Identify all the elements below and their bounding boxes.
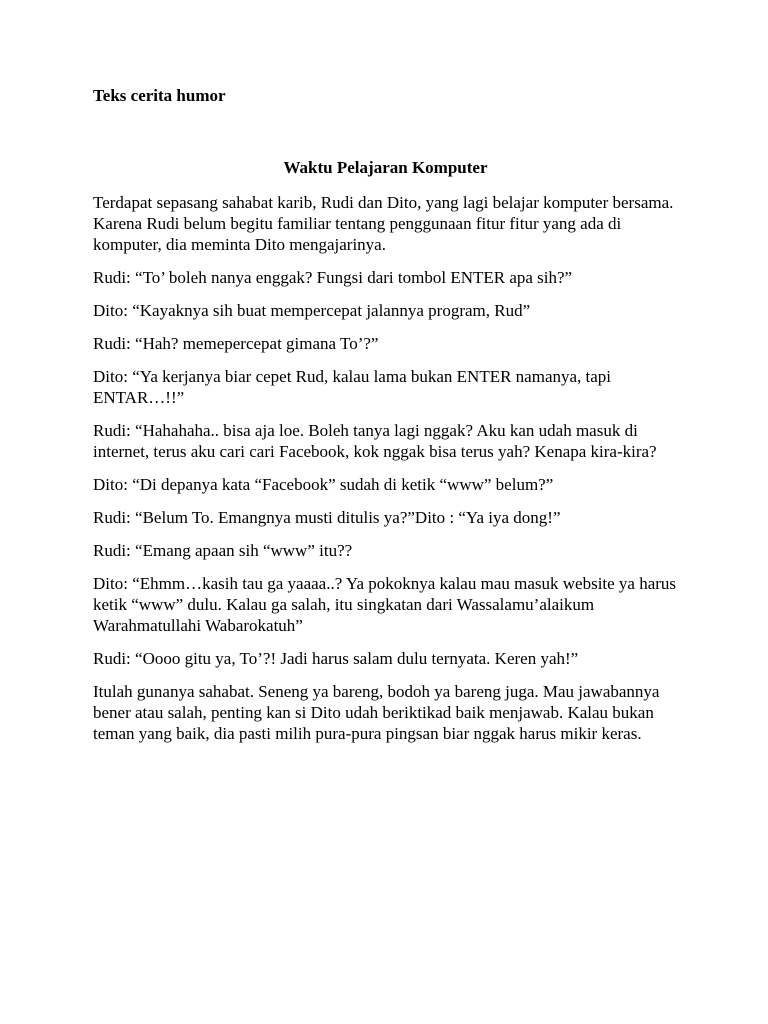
dialogue-line: Rudi: “Hahahaha.. bisa aja loe. Boleh tanya lagi nggak? Aku kan udah masuk di internet, terus aku cari cari Facebook, kok nggak bisa terus yah? Kenapa kira-kira? [93,421,657,461]
story-title: Waktu Pelajaran Komputer [283,158,488,177]
dialogue-line: Rudi: “Belum To. Emangnya musti ditulis ya?”Dito : “Ya iya dong!” [93,508,561,527]
dialogue-line: Dito: “Ya kerjanya biar cepet Rud, kalau lama bukan ENTER namanya, tapi ENTAR…!!” [93,367,612,407]
closing-paragraph: Itulah gunanya sahabat. Seneng ya bareng, bodoh ya bareng juga. Mau jawabannya bener atau salah, penting kan si Dito udah beriktikad baik menjawab. Kalau bukan teman yang baik, dia pasti milih pura-pura pingsan biar nggak harus mikir keras. [93,682,660,743]
document-page [93,86,678,744]
dialogue-line: Rudi: “Emang apaan sih “www” itu?? [93,541,353,560]
dialogue-line: Rudi: “To’ boleh nanya enggak? Fungsi dari tombol ENTER apa sih?” [93,268,573,287]
dialogue-line: Rudi: “Oooo gitu ya, To’?! Jadi harus salam dulu ternyata. Keren yah!” [93,649,579,668]
intro-paragraph: Terdapat sepasang sahabat karib, Rudi dan Dito, yang lagi belajar komputer bersama. Karena Rudi belum begitu familiar tentang penggunaan fitur fitur yang ada di komputer, dia meminta Dito mengajarinya. [93,193,674,254]
document-heading: Teks cerita humor [93,86,226,105]
dialogue-line: Dito: “Di depanya kata “Facebook” sudah di ketik “www” belum?” [93,475,554,494]
dialogue-line: Rudi: “Hah? memepercepat gimana To’?” [93,334,379,353]
dialogue-line: Dito: “Ehmm…kasih tau ga yaaaa..? Ya pokoknya kalau mau masuk website ya harus ketik “www” dulu. Kalau ga salah, itu singkatan dari Wassalamu’alaikum Warahmatullahi Wabarokatuh” [93,574,677,635]
dialogue-line: Dito: “Kayaknya sih buat mempercepat jalannya program, Rud” [93,301,531,320]
